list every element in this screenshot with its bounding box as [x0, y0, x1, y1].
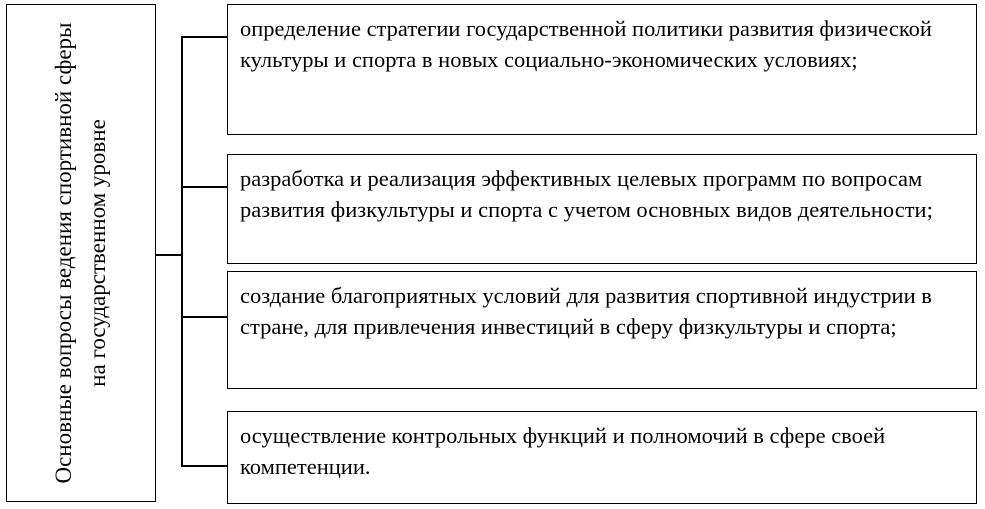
branch-line-1 — [181, 36, 227, 38]
item-box-3 — [227, 271, 977, 389]
vertical-trunk-line — [181, 36, 183, 466]
item-text-4: осуществление контрольных функций и полномочий в сфере своей компетенции. — [240, 423, 886, 479]
item-text-1: определение стратегии государственной политики развития физической культуры и спорта в новых социально-экономических условиях; — [240, 16, 932, 72]
root-topic-label: Основные вопросы ведения спортивной сферы на государственном уровне — [51, 22, 110, 484]
item-box-4 — [227, 411, 977, 504]
item-text-3: создание благоприятных условий для развития спортивной индустрии в стране, для привлечения инвестиций в сферу физкультуры и спорта; — [240, 283, 932, 339]
item-text-2: разработка и реализация эффективных целевых программ по вопросам развития физкультуры и спорта с учетом основных видов деятельности; — [240, 166, 933, 222]
root-connector-line — [156, 254, 182, 256]
branch-line-4 — [181, 465, 227, 467]
item-box-2 — [227, 154, 977, 264]
item-box-1 — [227, 4, 977, 135]
branch-line-3 — [181, 316, 227, 318]
branch-line-2 — [181, 186, 227, 188]
root-topic-box — [6, 4, 156, 502]
